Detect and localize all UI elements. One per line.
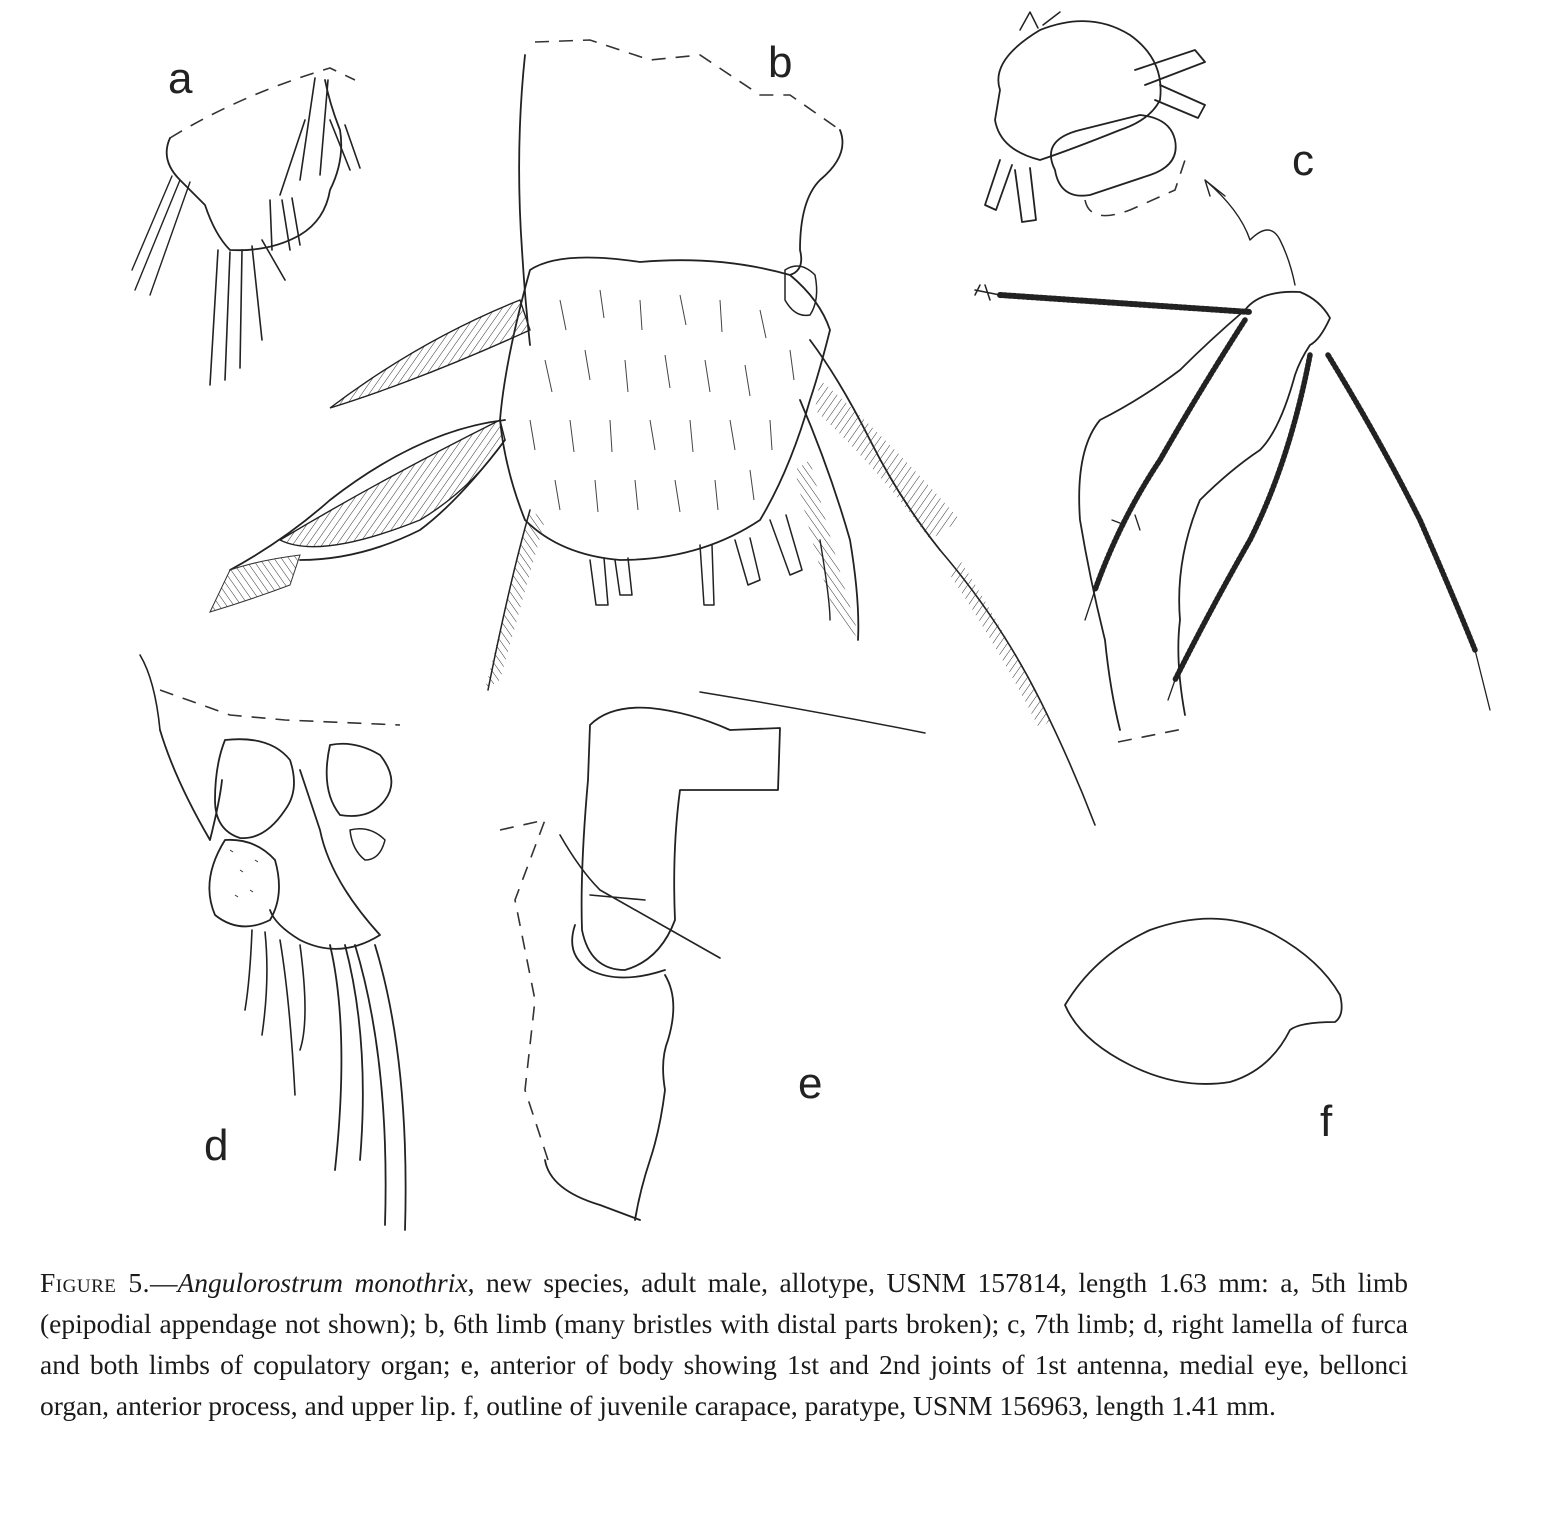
panel-label-c: c [1292,136,1314,185]
panel-a-letter-wrap [168,54,193,103]
panel-label-e: e [798,1059,823,1108]
panel-label-b: b [768,38,793,87]
figure-label: Figure 5. [40,1267,150,1298]
panel-c-drawing [975,12,1490,742]
panel-d-drawing [140,655,406,1230]
panel-a-drawing [132,54,360,385]
panel-f-drawing [1065,919,1342,1146]
caption-dash: — [150,1267,178,1298]
caption-body: , new species, adult male, allotype, USNM 157814, length 1.63 mm: a, 5th limb (epipodial appendage not shown); b, 6th limb (many bristles with distal parts broken); c, 7th limb; d, right lamella of furca and both limbs of copulatory organ; e, anterior of body showing 1st and 2nd joints of 1st antenna, medial eye, bellonci organ, anterior process, and upper lip. f, outline of juvenile carapace, paratype, USNM 156963, length 1.41 mm. [40,1267,1408,1421]
panel-b-drawing [210,38,1095,825]
panel-label-f: f [1320,1097,1333,1146]
figure-caption [40,1262,1408,1426]
panel-e-drawing [500,692,925,1220]
panel-label-a: a [168,54,193,103]
panel-label-d: d [204,1121,229,1170]
species-name: Angulorostrum monothrix [177,1267,468,1298]
